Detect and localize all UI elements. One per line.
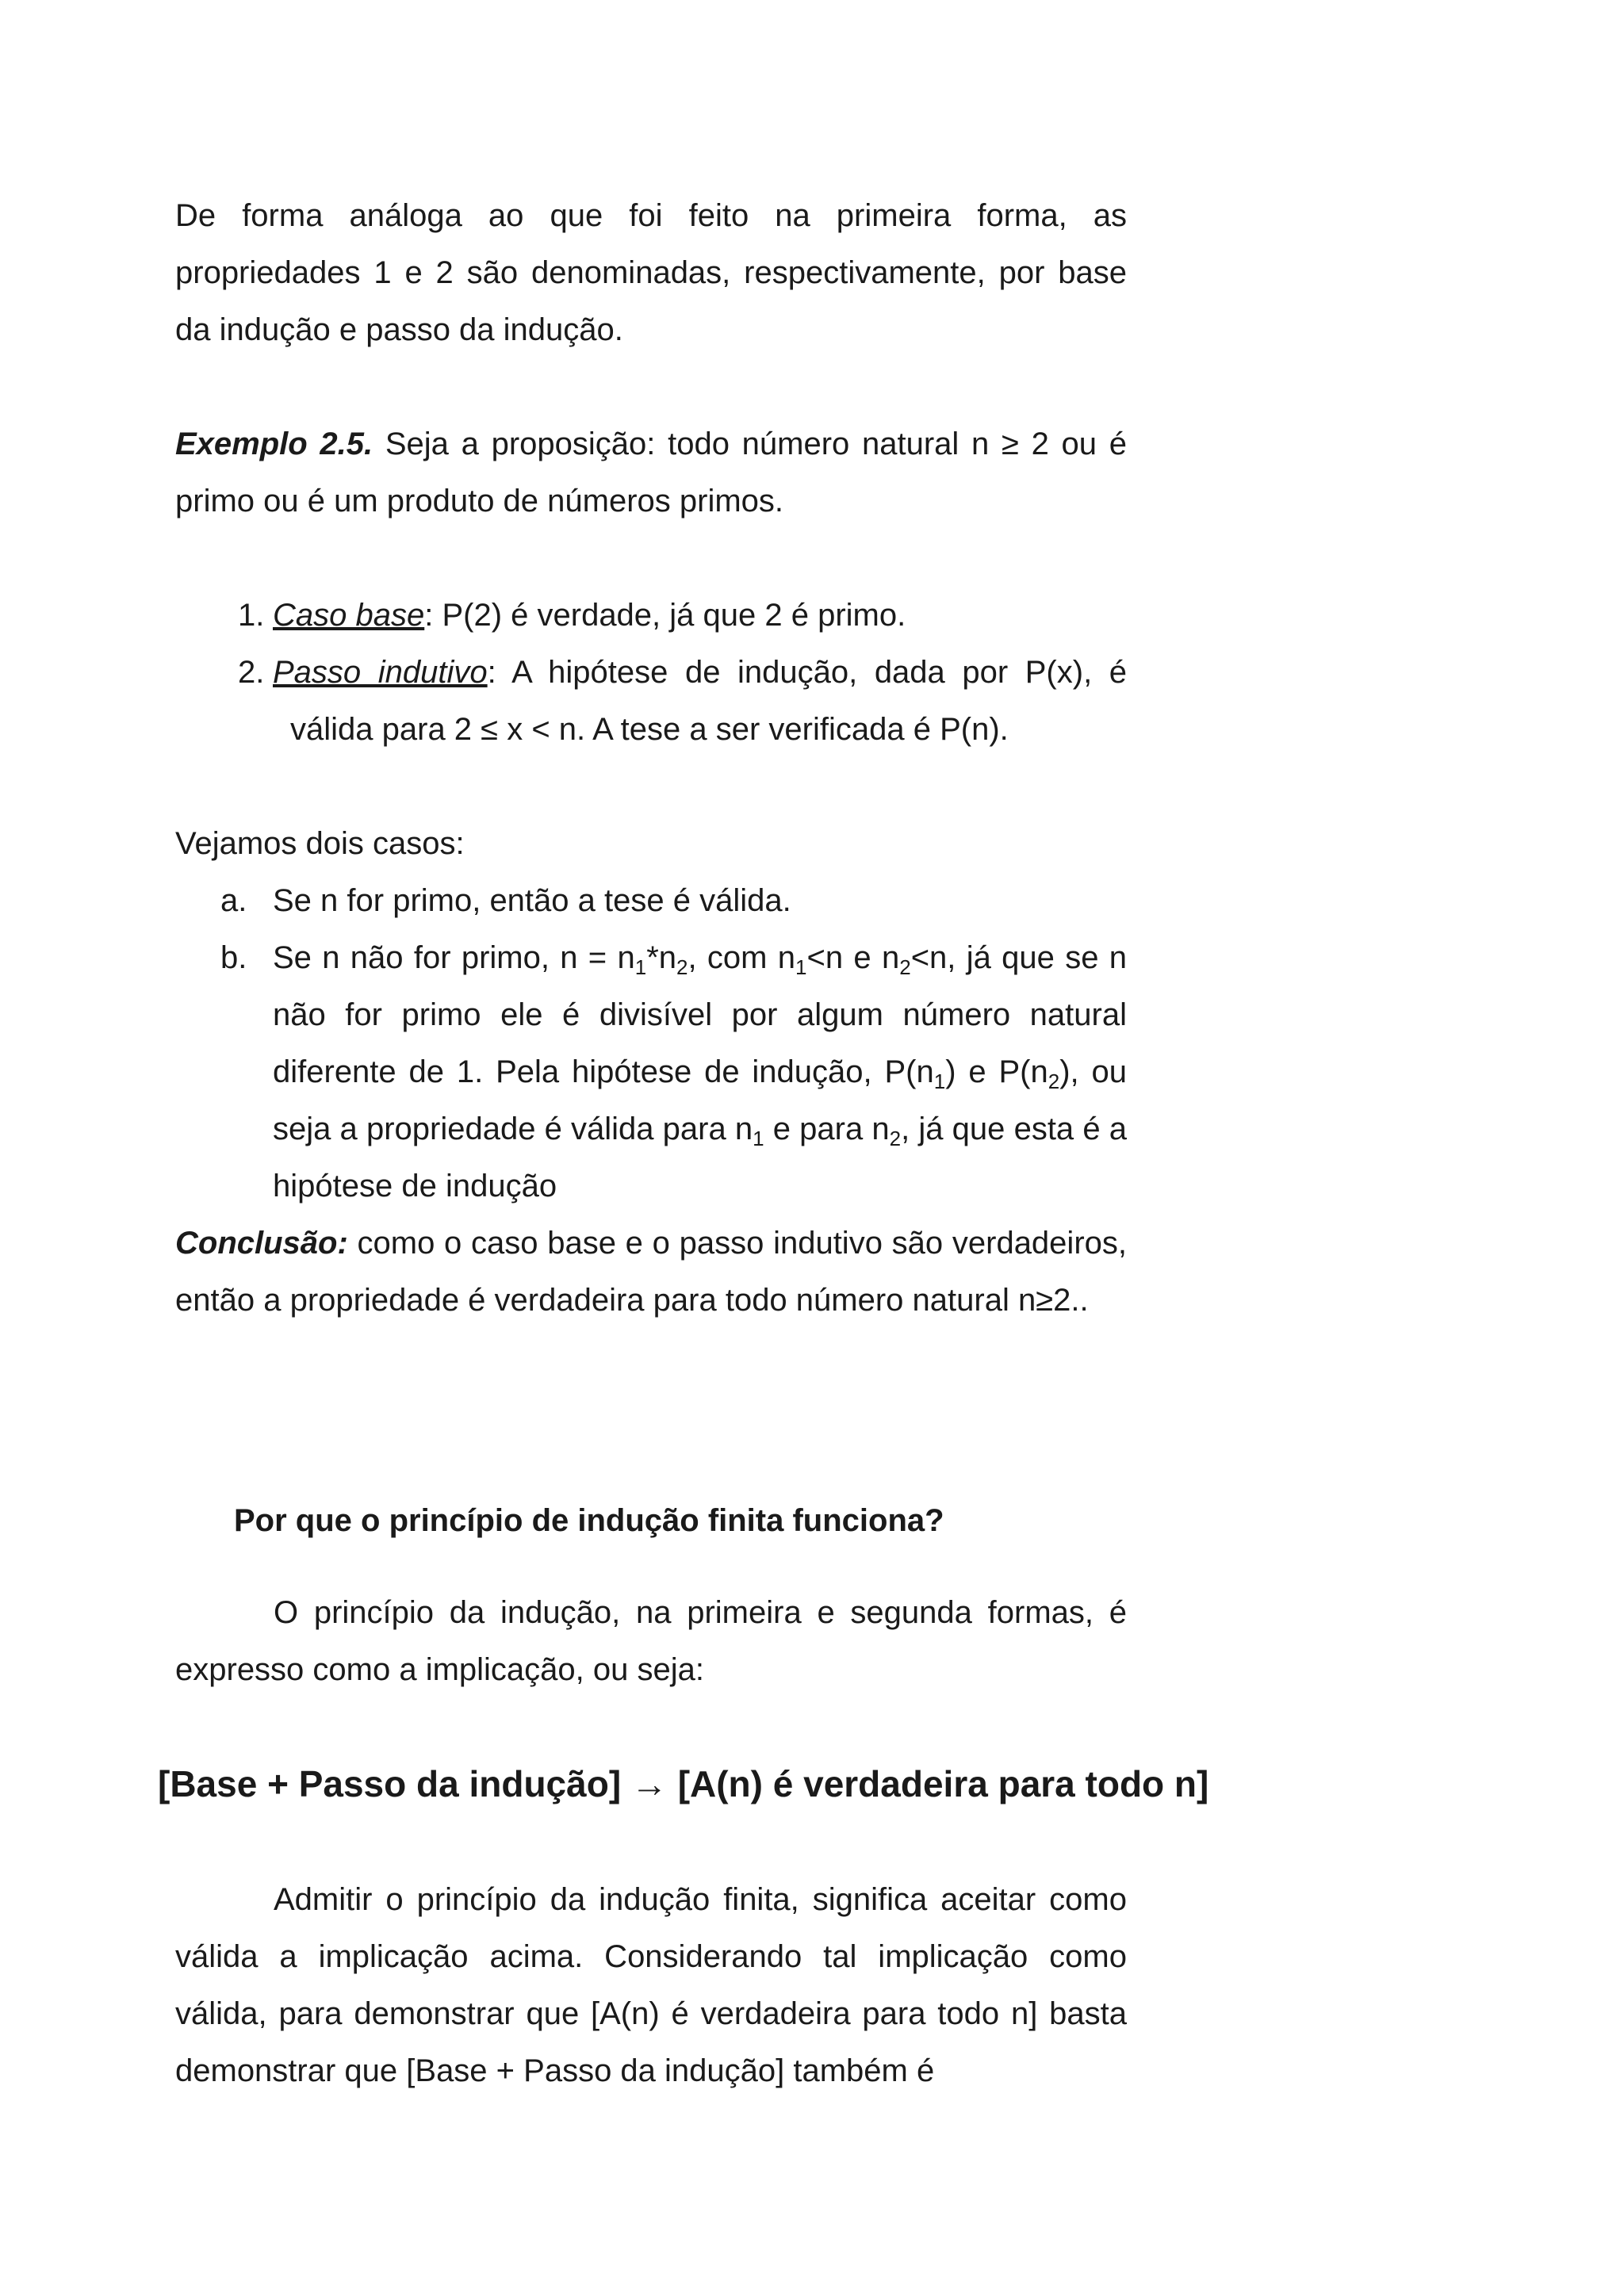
example-paragraph: [175, 415, 1127, 530]
step-item-1: 1. Caso base: P(2) é verdade, já que 2 é primo.: [238, 598, 906, 633]
step-item-2-cont: válida para 2 ≤ x < n. A tese a ser verificada é P(n).: [290, 712, 1009, 747]
conclusion-paragraph: [175, 1215, 1127, 1329]
paragraph-principle: O princípio da indução, na primeira e segunda formas, é expresso como a implicação, ou seja:: [175, 1595, 1127, 1687]
steps-list: [238, 587, 1127, 758]
paragraph-intro: De forma análoga ao que foi feito na primeira forma, as propriedades 1 e 2 são denominadas, respectivamente, por base da indução e passo da indução.: [175, 198, 1127, 347]
case-item-a: a. Se n for primo, então a tese é válida.: [220, 883, 791, 918]
example-text: Seja a proposição: todo número natural n ≥ 2 ou é primo ou é um produto de números primos.: [175, 427, 1127, 519]
conclusion-label: Conclusão:: [175, 1226, 348, 1261]
example-label: Exemplo 2.5.: [175, 427, 373, 461]
implication-formula: [Base + Passo da indução] → [A(n) é verdadeira para todo n]: [158, 1763, 1209, 1804]
cases-intro: Vejamos dois casos:: [175, 826, 465, 861]
case-item-b: b. Se n não for primo, $n = n_1*n_2$, com $n_1<n$ e $n_2<n$, já que se n não for primo ele é divisível por algum número natural diferente de 1. Pela hipótese de indução, $P(n_1)$ e $P(n_2)$, ou seja a propriedade é válida para $n_1$ e para $n_2$, já que esta é a hipótese de indução: [220, 940, 1127, 1203]
conclusion-text: como o caso base e o passo indutivo são verdadeiros, então a propriedade é verdadeira para todo número natural n≥2..: [175, 1226, 1127, 1318]
paragraph-admit: Admitir o princípio da indução finita, significa aceitar como válida a implicação acima. Considerando tal implicação como válida, para demonstrar que [A(n) é verdadeira para todo n] basta demonstrar que [Base + Passo da indução] também é: [175, 1882, 1127, 2088]
section-heading: Por que o princípio de indução finita funciona?: [234, 1503, 944, 1538]
step-item-2: 2. Passo indutivo: A hipótese de indução, dada por P(x), é: [238, 655, 1128, 690]
cases-list: [220, 872, 1127, 1215]
step-title: Passo indutivo: [273, 655, 488, 690]
step-title: Caso base: [273, 598, 425, 633]
